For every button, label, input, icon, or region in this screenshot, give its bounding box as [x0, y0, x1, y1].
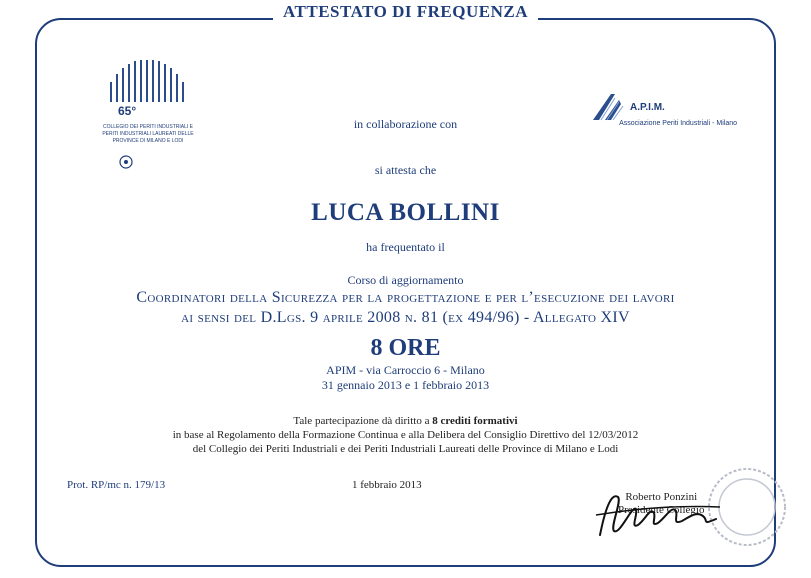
attestation-text: si attesta che — [374, 163, 437, 177]
protocol-number: Prot. RP/mc n. 179/13 — [67, 479, 166, 491]
credits-line2: in base al Regolamento della Formazione Continua e alla Delibera del Consiglio Direttivo del 12/03/2012 — [172, 429, 639, 441]
credits-line3: del Collegio dei Periti Industriali e dei Periti Industriali Laureati delle Province di Milano e Lodi — [192, 443, 619, 455]
certificate-title: ATTESTATO DI FREQUENZA — [0, 2, 811, 22]
attendee-name: LUCA BOLLINI — [311, 199, 500, 226]
credits-count: 8 crediti formativi — [432, 415, 518, 427]
anniversary-number: 65° — [118, 104, 137, 118]
course-location: APIM - via Carroccio 6 - Milano — [326, 363, 485, 377]
attended-text: ha frequentato il — [366, 240, 445, 254]
course-label: Corso di aggiornamento — [347, 273, 464, 287]
credits-line1: Tale partecipazione dà diritto a 8 crediti formativi — [293, 415, 518, 427]
apim-full-name: Associazione Periti Industriali - Milano — [619, 120, 737, 127]
course-hours: 8 ORE — [370, 335, 441, 361]
signature-icon — [592, 485, 724, 543]
course-dates: 31 gennaio 2013 e 1 febbraio 2013 — [321, 378, 490, 392]
collaboration-text: in collaborazione con — [353, 117, 458, 131]
collegio-name: COLLEGIO DEI PERITI INDUSTRIALI E PERITI INDUSTRIALI LAUREATI DELLE PROVINCE DI MILANO E LODI — [102, 124, 194, 144]
course-title-line1: Coordinatori della Sicurezza per la progettazione e per l’esecuzione dei lavori — [136, 289, 675, 306]
apim-acronym: A.P.I.M. — [630, 102, 665, 113]
course-title-line2: ai sensi del D.Lgs. 9 aprile 2008 n. 81 (ex 494/96) - Allegato XIV — [181, 309, 630, 326]
issue-date: 1 febbraio 2013 — [352, 479, 422, 491]
signer-role: Presidente Collegio — [618, 504, 705, 516]
signer-name: Roberto Ponzini — [625, 491, 698, 503]
collegio-logo-bars-icon — [98, 58, 198, 106]
